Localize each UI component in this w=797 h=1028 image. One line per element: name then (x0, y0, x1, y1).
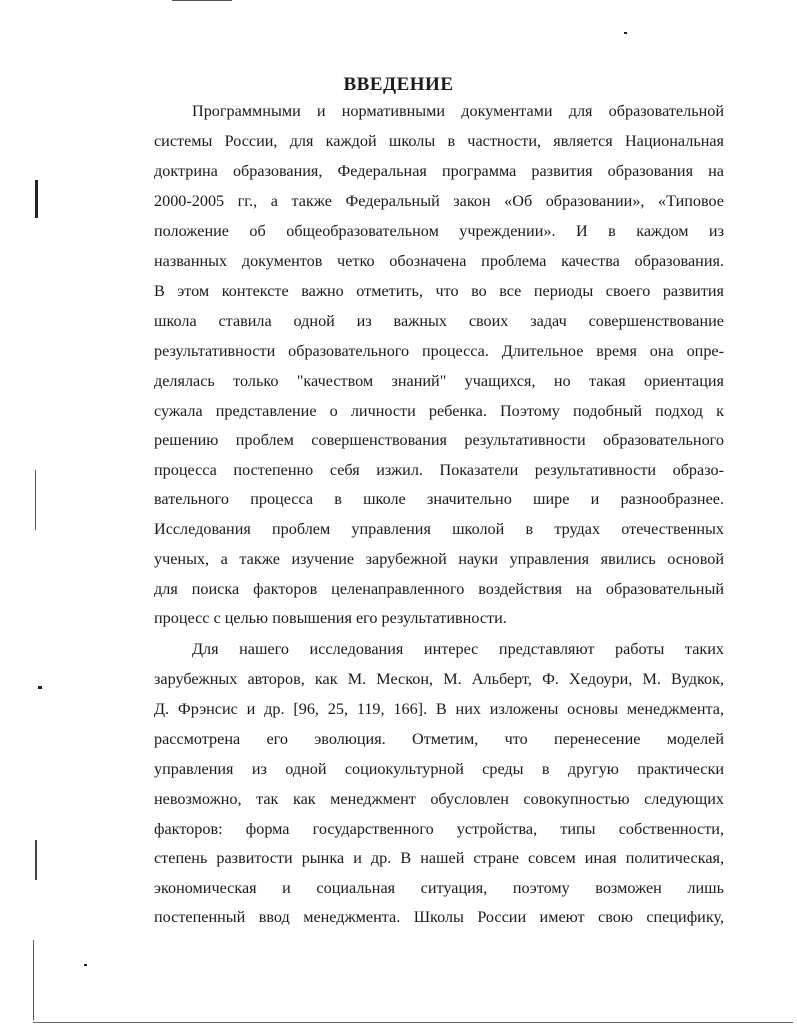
scan-dot-bottom (84, 964, 87, 966)
text-line: 2000-2005 гг., а также Федеральный закон «Об образовании», «Типовое (154, 192, 724, 210)
text-line: процесс с целью повышения его результативности. (154, 609, 507, 627)
text-line: системы России, для каждой школы в частности, является Национальная (154, 132, 724, 150)
text-line: ученых, а также изучение зарубежной науки управления явились основой (154, 550, 724, 568)
text-line: степень развитости рынка и др. В нашей стране совсем иная политическая, (154, 849, 724, 867)
scan-dot-left-1 (38, 686, 42, 689)
scan-bar-left-4 (33, 940, 34, 1020)
text-line: зарубежных авторов, как М. Мескон, М. Альберт, Ф. Хедоури, М. Вудкок, (154, 670, 724, 688)
text-line: вательного процесса в школе значительно шире и разнообразнее. (154, 490, 724, 508)
scan-dot-top-right (624, 32, 627, 34)
text-line: делялась только "качеством знаний" учащихся, но такая ориентация (154, 372, 724, 390)
text-line: Д. Фрэнсис и др. [96, 25, 119, 166]. В них изложены основы менеджмента, (154, 700, 724, 718)
text-line: факторов: форма государственного устройства, типы собственности, (154, 820, 724, 838)
text-line: решению проблем совершенствования результативности образовательного (154, 431, 724, 449)
text-line: постепенный ввод менеджмента. Школы России имеют свою специфику, (154, 908, 724, 926)
text-line: положение об общеобразовательном учреждении». И в каждом из (154, 222, 724, 240)
text-line: процесса постепенно себя изжил. Показатели результативности образо- (154, 461, 724, 479)
text-line: В этом контексте важно отметить, что во все периоды своего развития (154, 282, 724, 300)
text-line: Для нашего исследования интерес представляют работы таких (192, 640, 724, 658)
text-line: управления из одной социокультурной среды в другую практически (154, 760, 724, 778)
text-line: Программными и нормативными документами для образовательной (192, 102, 724, 120)
text-line: для поиска факторов целенаправленного воздействия на образовательный (154, 580, 724, 598)
text-line: невозможно, так как менеджмент обусловлен совокупностью следующих (154, 790, 724, 808)
text-line: школа ставила одной из важных своих задач совершенствование (154, 312, 724, 330)
page-title: ВВЕДЕНИЕ (343, 74, 454, 95)
scan-bar-left-1 (35, 180, 38, 218)
text-line: сужала представление о личности ребенка. Поэтому подобный подход к (154, 402, 724, 420)
text-line: названных документов четко обозначена проблема качества образования. (154, 252, 724, 270)
text-line: рассмотрена его эволюция. Отметим, что перенесение моделей (154, 730, 724, 748)
text-line: результативности образовательного процесса. Длительное время она опре- (154, 342, 724, 360)
scan-line-bottom (33, 1022, 793, 1023)
text-line: доктрина образования, Федеральная программа развития образования на (154, 162, 724, 180)
text-line: экономическая и социальная ситуация, поэтому возможен лишь (154, 879, 724, 897)
scan-bar-left-3 (35, 840, 37, 880)
scan-bar-left-2 (35, 470, 36, 530)
text-line: Исследования проблем управления школой в трудах отечественных (154, 520, 724, 538)
scan-mark-top (172, 0, 232, 1)
